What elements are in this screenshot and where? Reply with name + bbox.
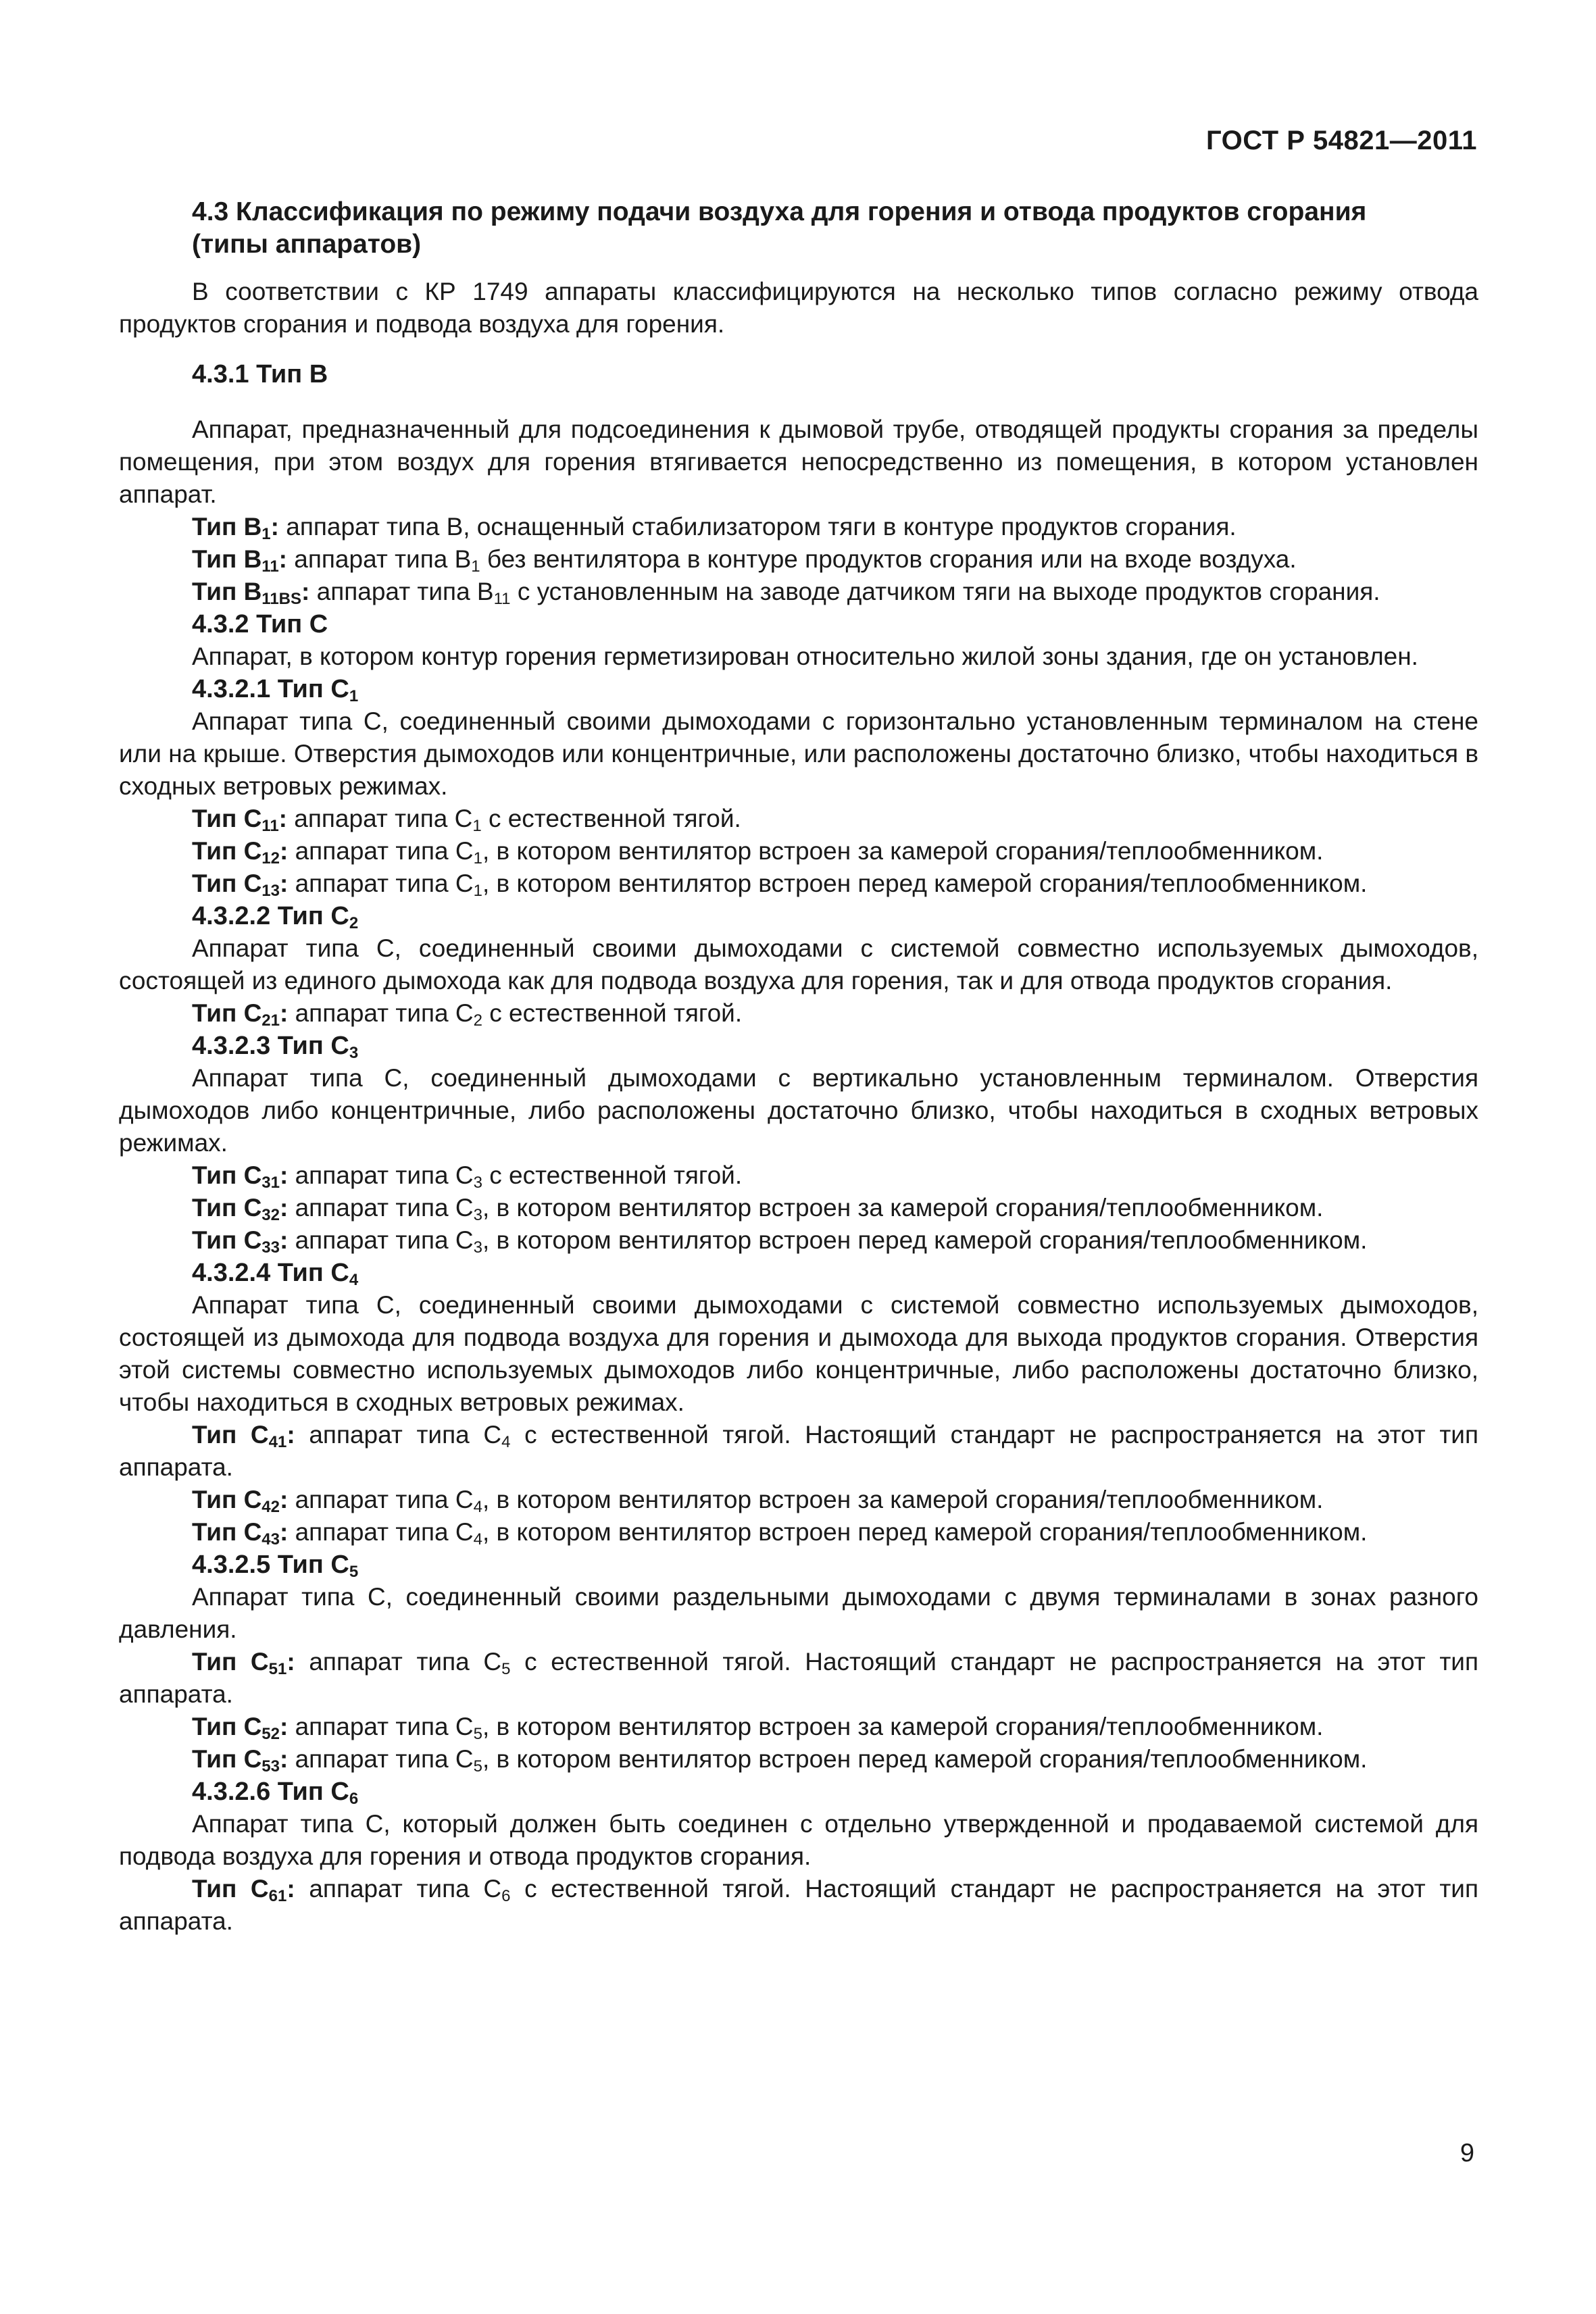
type-c52: Тип $C_{52}$: аппарат типа $C_5$, в котором вентилятор встроен за камерой сгорания/теплообменником.	[192, 1713, 1324, 1743]
type-c-description: Аппарат, в котором контур горения герметизирован относительно жилой зоны здания, где он установлен.	[192, 643, 1418, 670]
section-title-line1: 4.3 Классификация по режиму подачи воздуха для горения и отвода продуктов сгорания	[192, 197, 1367, 226]
type-c5-description: Аппарат типа С, соединенный своими раздельными дымоходами с двумя терминалами в зонах разного давления.	[119, 1583, 1478, 1643]
type-b11bs: Тип $B_{11BS}$: аппарат типа $B_{11}$ с установленным на заводе датчиком тяги на выходе продуктов сгорания.	[192, 578, 1380, 608]
type-c3-description: Аппарат типа С, соединенный дымоходами с вертикально установленным терминалом. Отверстия дымоходов либо концентричные, либо расположены достаточно близко, чтобы находиться в сходных ветровых режимах.	[119, 1064, 1478, 1157]
type-c33: Тип $C_{33}$: аппарат типа $C_3$, в котором вентилятор встроен перед камерой сгорания/теплообменником.	[192, 1226, 1368, 1257]
document-id: ГОСТ Р 54821—2011	[1206, 126, 1477, 155]
page-number: 9	[1460, 2139, 1474, 2167]
type-c6-description: Аппарат типа С, который должен быть соединен с отдельно утвержденной и продаваемой системой для подвода воздуха для горения и отвода продуктов сгорания.	[119, 1810, 1478, 1870]
type-c61: Тип $C_{61}$: аппарат типа $C_6$ с естественной тягой. Настоящий стандарт не распространяется на этот тип аппарата.	[119, 1875, 1479, 1935]
type-c12: Тип $C_{12}$: аппарат типа $C_1$, в котором вентилятор встроен за камерой сгорания/теплообменником.	[192, 837, 1324, 867]
type-c43: Тип $C_{43}$: аппарат типа $C_4$, в котором вентилятор встроен перед камерой сгорания/теплообменником.	[192, 1518, 1368, 1549]
type-c21: Тип $C_{21}$: аппарат типа $C_2$ с естественной тягой.	[192, 999, 743, 1030]
type-b1: Тип $B_1$: аппарат типа B, оснащенный стабилизатором тяги в контуре продуктов сгорания.	[192, 513, 1237, 543]
type-c41: Тип $C_{41}$: аппарат типа $C_4$ с естественной тягой. Настоящий стандарт не распространяется на этот тип аппарата.	[119, 1421, 1479, 1481]
heading-431: 4.3.1 Тип B	[192, 360, 328, 388]
type-c42: Тип $C_{42}$: аппарат типа $C_4$, в котором вентилятор встроен за камерой сгорания/теплообменником.	[192, 1486, 1324, 1516]
heading-4321: 4.3.2.1 Тип $C_1$	[192, 675, 359, 705]
type-c31: Тип $C_{31}$: аппарат типа $C_3$ с естественной тягой.	[192, 1161, 743, 1192]
type-c11: Тип $C_{11}$: аппарат типа $C_1$ с естественной тягой.	[192, 805, 741, 835]
section-title	[119, 196, 1478, 261]
heading-4325: 4.3.2.5 Тип $C_5$	[192, 1551, 359, 1581]
heading-4326: 4.3.2.6 Тип $C_6$	[192, 1778, 359, 1808]
type-c1-description: Аппарат типа С, соединенный своими дымоходами с горизонтально установленным терминалом на стене или на крыше. Отверстия дымоходов или концентричные, или расположены достаточно близко, чтобы находиться в сходных ветровых режимах.	[119, 707, 1478, 800]
type-c4-description: Аппарат типа С, соединенный своими дымоходами с системой совместно используемых дымоходов, состоящей из дымохода для подвода воздуха для горения и дымохода для выхода продуктов сгорания. Отверстия этой системы совместно используемых дымоходов либо концентричные, либо расположены достаточно близко, чтобы находиться в сходных ветровых режимах.	[119, 1291, 1478, 1416]
heading-4324: 4.3.2.4 Тип $C_4$	[192, 1259, 359, 1289]
type-c51: Тип $C_{51}$: аппарат типа $C_5$ с естественной тягой. Настоящий стандарт не распространяется на этот тип аппарата.	[119, 1648, 1479, 1708]
section-title-line2: (типы аппаратов)	[192, 230, 422, 259]
type-c32: Тип $C_{32}$: аппарат типа $C_3$, в котором вентилятор встроен за камерой сгорания/теплообменником.	[192, 1194, 1324, 1224]
heading-4322: 4.3.2.2 Тип $C_2$	[192, 902, 359, 932]
heading-432: 4.3.2 Тип C	[192, 610, 328, 638]
type-c13: Тип $C_{13}$: аппарат типа $C_1$, в котором вентилятор встроен перед камерой сгорания/теплообменником.	[192, 870, 1368, 900]
page-content	[119, 196, 1478, 1938]
section-intro: В соответствии с КР 1749 аппараты классифицируются на несколько типов согласно режиму отвода продуктов сгорания и подвода воздуха для горения.	[119, 278, 1478, 338]
heading-4323: 4.3.2.3 Тип $C_3$	[192, 1032, 359, 1062]
type-c2-description: Аппарат типа С, соединенный своими дымоходами с системой совместно используемых дымоходов, состоящей из единого дымохода как для подвода воздуха для горения, так и для отвода продуктов сгорания.	[119, 934, 1478, 995]
type-c53: Тип $C_{53}$: аппарат типа $C_5$, в котором вентилятор встроен перед камерой сгорания/теплообменником.	[192, 1745, 1368, 1776]
type-b11: Тип $B_{11}$: аппарат типа $B_1$ без вентилятора в контуре продуктов сгорания или на входе воздуха.	[192, 545, 1297, 576]
type-b-description: Аппарат, предназначенный для подсоединения к дымовой трубе, отводящей продукты сгорания за пределы помещения, при этом воздух для горения втягивается непосредственно из помещения, в котором установлен аппарат.	[119, 416, 1478, 508]
